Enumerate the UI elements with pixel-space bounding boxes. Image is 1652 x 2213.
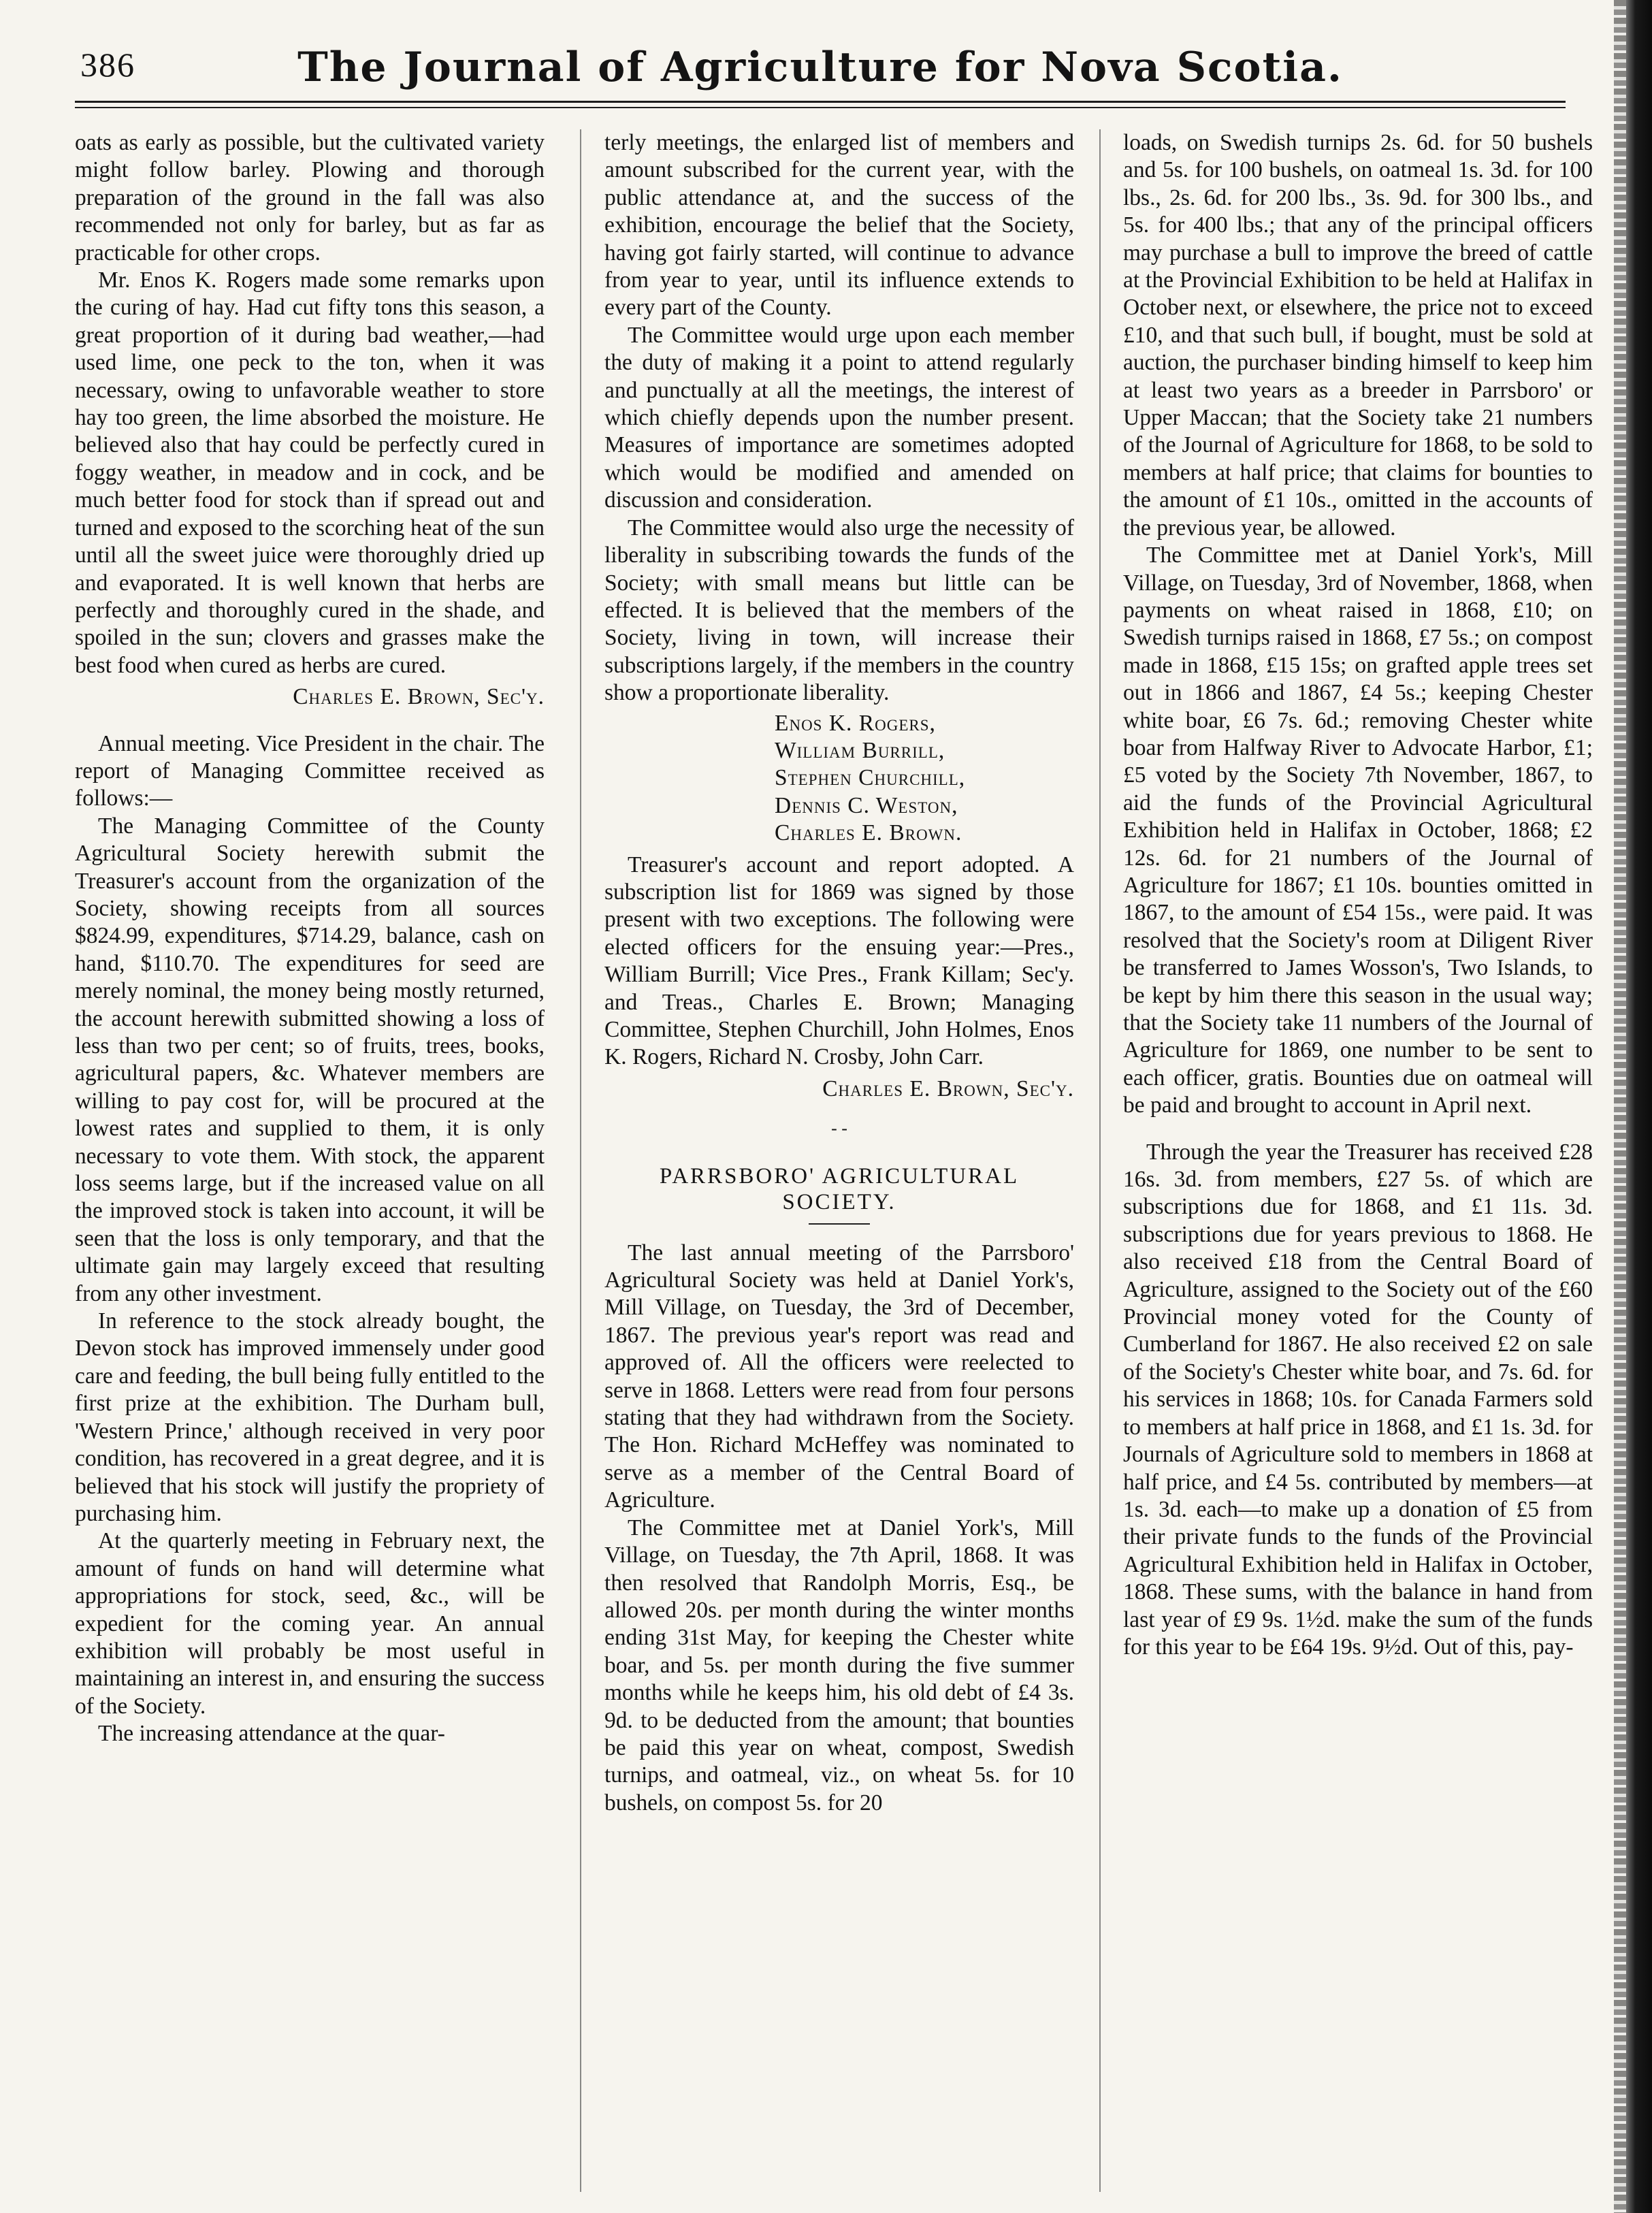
paragraph: In reference to the stock already bought, the Devon stock has improved immensely under good care and feeding, the bull being fully entitled to the first prize at the exhibition. The Durham bull, 'Western Prince,' although received in very poor condition, has recovered in a great degree, and it is believed that his stock will justify the propriety of purchasing him. [75,1308,545,1526]
paragraph: The Committee met at Daniel York's, Mill Village, on Tuesday, 3rd of November, 1868, when payments on wheat raised in 1868, £10; on Swedish turnips raised in 1868, £7 5s.; on compost made in 1868, £15 15s; on grafted apple trees set out in 1866 and 1867, £4 5s.; keeping Chester white boar, £6 7s. 6d.; removing Chester white boar from Halfway River to Advocate Harbor, £1; £5 voted by the Society 7th November, 1867, to aid the funds of the Provincial Agricultural Exhibition held in Halifax in October, 1868; £2 12s. 6d. for 21 numbers of the Journal of Agriculture for 1867; £1 10s. bounties omitted in 1867, to the amount of £54 15s., were paid. It was resolved that the Society's room at Diligent River be transferred to James Wosson's, Two Islands, to be kept by him there this season in the usual way; that the Society take 11 numbers of the Journal of Agriculture for 1869, one number to be sent to each officer, gratis. Bounties due on oatmeal will be paid and brought to account in April next. [1123,543,1593,1118]
header-rule [75,101,1566,108]
column-1 [75,129,545,2195]
paragraph: terly meetings, the enlarged list of members and amount subscribed for the current year, with the public attendance at, and the success of the exhibition, encourage the belief that the Society, having got fairly started, will continue to advance from year to year, until its influence extends to every part of the County. [604,130,1074,321]
paragraph: The Committee met at Daniel York's, Mill Village, on Tuesday, the 7th April, 1868. It was then resolved that Randolph Morris, Esq., be allowed 20s. per month during the winter months ending 31st May, for keeping the Chester white boar, and 5s. per month during the five summer months while he keeps him, his old debt of £4 3s. 9d. to be deducted from the amount; that bounties be paid this year on wheat, compost, Swedish turnips, and oatmeal, viz., on wheat 5s. for 10 bushels, on compost 5s. for 20 [604,1515,1074,1815]
paragraph: Annual meeting. Vice President in the chair. The report of Managing Committee received as follows:— [75,730,545,811]
paragraph: oats as early as possible, but the cultivated variety might follow barley. Plowing and thorough preparation of the ground in the fall was also recommended not only for barley, but as far as practicable for other crops. [75,130,545,265]
paragraph: loads, on Swedish turnips 2s. 6d. for 50 bushels and 5s. for 100 bushels, on oatmeal 1s. 3d. for 100 lbs., 2s. 6d. for 200 lbs., 3s. 9d. for 300 lbs., and 5s. for 400 lbs.; that any of the principal officers may purchase a bull to improve the breed of cattle at the Provincial Exhibition to be held at Halifax in October next, or elsewhere, the price not to exceed £10, and that such bull, if bought, must be sold at auction, the purchaser binding himself to keep him at least two years as a breeder in Parrsboro' or Upper Maccan; that the Society take 21 numbers of the Journal of Agriculture for 1868, to be sold to members at half price; that claims for bounties to the amount of £1 10s., omitted in the accounts of the previous year, be allowed. [1123,130,1593,540]
committee-signatories [775,710,1074,847]
column-3 [1123,129,1593,2195]
heading-rule [809,1223,870,1225]
section-separator: - - [831,1118,847,1139]
paragraph: The Managing Committee of the County Agricultural Society herewith submit the Treasurer's account from the organization of the Society, showing receipts from all sources $824.99, expenditures, $714.29, balance, cash on hand, $110.70. The expenditures for seed are merely nominal, the money being mostly returned, the account herewith submitted showing a loss of less than two per cent; so of fruits, trees, books, agricultural papers, &c. Whatever members are willing to pay cost for, will be procured at the lowest rates and supplied to them, it is only necessary to vote them. With stock, the apparent loss seems large, but if the increased value on all the improved stock is taken into account, it will be seen that the loss is only temporary, and that the ultimate gain may largely exceed that resulting from any other investment. [75,813,545,1306]
section-heading: PARRSBORO' AGRICULTURAL SOCIETY. [659,1163,1020,1214]
page-header [75,41,1566,97]
signatory-name: Stephen Churchill, [775,765,966,791]
column-2 [604,129,1074,2195]
signatory-name: Enos K. Rogers, [775,710,936,736]
paragraph: Treasurer's account and report adopted. A subscription list for 1869 was signed by those present with two exceptions. The following were elected officers for the ensuing year:—Pres., William Burrill; Vice Pres., Frank Killam; Sec'y. and Treas., Charles E. Brown; Managing Committee, Stephen Churchill, John Holmes, Enos K. Rogers, Richard N. Crosby, John Carr. [604,852,1074,1070]
scan-edge-shadow [1614,0,1626,2213]
paragraph: Mr. Enos K. Rogers made some remarks upon the curing of hay. Had cut fifty tons this season, a great proportion of it during bad weather,—had used lime, one peck to the ton, when it was necessary, owing to unfavorable weather to store hay too green, the lime absorbed the moisture. He believed also that hay could be perfectly cured in foggy weather, in meadow and in cock, and be much better food for stock than if spread out and turned and exposed to the scorching heat of the sun until all the sweet juice were thoroughly dried up and evaporated. It is well known that herbs are perfectly and thoroughly cured in the shade, and spoiled in the sun; clovers and grasses make the best food when cured as herbs are cured. [75,268,545,678]
signature: Charles E. Brown, Sec'y. [822,1076,1074,1101]
signatory-name: William Burrill, [775,737,945,763]
paragraph: The Committee would urge upon each member the duty of making it a point to attend regularly and punctually at all the meetings, the interest of which chiefly depends upon the number present. Measures of importance are sometimes adopted which would be modified and amended on discussion and consideration. [604,322,1074,513]
paragraph: The last annual meeting of the Parrsboro' Agricultural Society was held at Daniel York's, Mill Village, on Tuesday, the 3rd of December, 1867. The previous year's report was read and approved of. All the officers were reelected to serve in 1868. Letters were read from four persons stating that they had withdrawn from the Society. The Hon. Richard McHeffey was nominated to serve as a member of the Central Board of Agriculture. [604,1240,1074,1513]
signatory-name: Dennis C. Weston, [775,792,958,818]
column-rule [1099,129,1101,2192]
paragraph: At the quarterly meeting in February next, the amount of funds on hand will determine what appropriations for stock, seed, &c., will be expedient for the coming year. An annual exhibition will probably be most useful in maintaining an interest in, and ensuring the success of the Society. [75,1528,545,1719]
paragraph: Through the year the Treasurer has received £28 16s. 3d. from members, £27 5s. of which are subscriptions due for 1868, and £1 11s. 3d. subscriptions due for years previous to 1868. He also received £18 from the Central Board of Agriculture, assigned to the Society out of the £60 Provincial money voted for the County of Cumberland for 1867. He also received £2 on sale of the Society's Chester white boar, and 7s. 6d. for his services in 1868; 10s. for Canada Farmers sold to members at half price in 1868, and £1 1s. 3d. for Journals of Agriculture sold to members in 1868 at half price, and £4 5s. contributed by members—at 1s. 3d. each—to make up a donation of £5 from their private funds to the funds of the Provincial Agricultural Exhibition held in Halifax in October, 1868. These sums, with the balance in hand from last year of £9 9s. 1½d. make the sum of the funds for this year to be £64 19s. 9½d. Out of this, pay- [1123,1139,1593,1660]
signatory-name: Charles E. Brown. [775,820,962,846]
journal-title: The Journal of Agriculture for Nova Scotia. [297,44,1343,91]
paragraph: The Committee would also urge the necessity of liberality in subscribing towards the funds of the Society; with small means but little can be effected. It is believed that the members of the Society, living in town, will increase their subscriptions largely, if the members in the country show a proportionate liberality. [604,515,1074,706]
paragraph: The increasing attendance at the quar- [98,1721,445,1747]
page-number: 386 [80,46,135,84]
scan-edge [1626,0,1652,2213]
column-rule [580,129,581,2192]
signature: Charles E. Brown, Sec'y. [293,684,545,710]
